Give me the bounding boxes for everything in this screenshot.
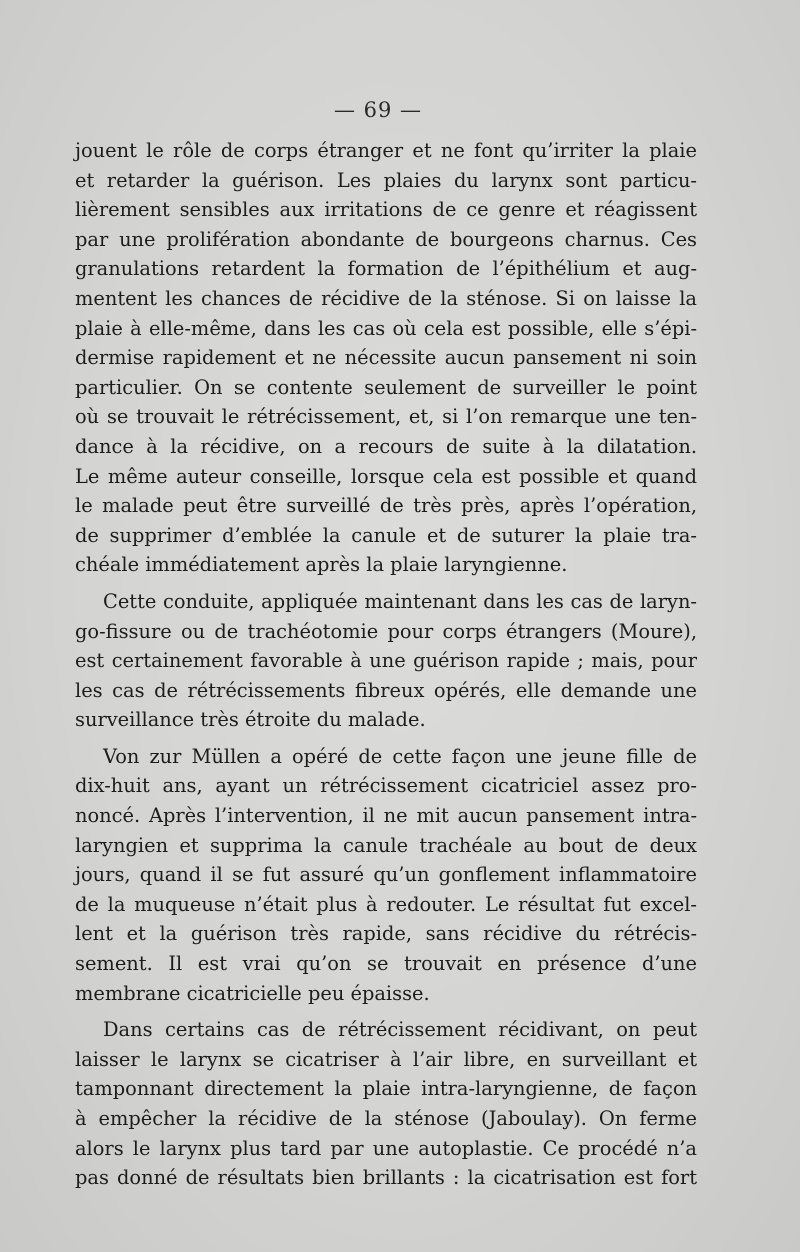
paragraph xyxy=(75,1015,697,1193)
text-line: est certainement favorable à une guérison rapide ; mais, pour xyxy=(75,649,697,673)
text-line: par une prolifération abondante de bourgeons charnus. Ces xyxy=(75,227,697,251)
text-line: dance à la récidive, on a recours de suite à la dilatation. xyxy=(75,434,697,458)
paragraph xyxy=(75,136,697,580)
text-line: particulier. On se contente seulement de surveiller le point xyxy=(75,375,697,399)
text-line: pas donné de résultats bien brillants : la cicatrisation est fort xyxy=(75,1166,697,1190)
text-line: sement. Il est vrai qu’on se trouvait en présence d’une xyxy=(75,952,697,976)
text-line: laisser le larynx se cicatriser à l’air libre, en surveillant et xyxy=(75,1047,697,1071)
paragraph-gap xyxy=(75,580,697,587)
text-line: de la muqueuse n’était plus à redouter. Le résultat fut excel- xyxy=(75,892,697,916)
text-line: Cette conduite, appliquée maintenant dans les cas de laryn- xyxy=(103,589,697,613)
text-line: noncé. Après l’intervention, il ne mit aucun pansement intra- xyxy=(75,804,697,828)
text-line: laryngien et supprima la canule trachéale au bout de deux xyxy=(75,833,697,857)
text-line: go-fissure ou de trachéotomie pour corps étrangers (Moure), xyxy=(75,619,697,643)
text-line: lièrement sensibles aux irritations de ce genre et réagissent xyxy=(75,198,697,222)
text-line: Le même auteur conseille, lorsque cela est possible et quand xyxy=(75,464,697,488)
paragraph xyxy=(75,742,697,1008)
text-line: où se trouvait le rétrécissement, et, si l’on remarque une ten- xyxy=(75,405,697,429)
text-line: Dans certains cas de rétrécissement récidivant, on peut xyxy=(103,1018,697,1042)
text-line: granulations retardent la formation de l’épithélium et aug- xyxy=(75,257,697,281)
text-line: lent et la guérison très rapide, sans récidive du rétrécis- xyxy=(75,922,697,946)
text-line: à empêcher la récidive de la sténose (Jaboulay). On ferme xyxy=(75,1107,697,1130)
text-line: alors le larynx plus tard par une autoplastie. Ce procédé n’a xyxy=(75,1136,697,1160)
text-line: jours, quand il se fut assuré qu’un gonflement inflammatoire xyxy=(75,863,697,887)
paragraph-gap xyxy=(75,1008,697,1015)
page-number: — 69 — xyxy=(333,98,423,122)
text-line: surveillance très étroite du malade. xyxy=(75,708,426,732)
text-line: jouent le rôle de corps étranger et ne font qu’irriter la plaie xyxy=(75,139,697,162)
text-line: et retarder la guérison. Les plaies du larynx sont particu- xyxy=(75,168,697,192)
text-line: dermise rapidement et ne nécessite aucun pansement ni soin xyxy=(75,346,697,370)
text-line: les cas de rétrécissements fibreux opérés, elle demande une xyxy=(75,678,697,702)
paragraph xyxy=(75,587,697,735)
text-line: le malade peut être surveillé de très près, après l’opération, xyxy=(75,494,697,518)
paragraph-gap xyxy=(75,735,697,742)
text-line: tamponnant directement la plaie intra-laryngienne, de façon xyxy=(75,1077,697,1101)
text-line: plaie à elle-même, dans les cas où cela est possible, elle s’épi- xyxy=(75,316,697,340)
text-line: Von zur Müllen a opéré de cette façon une jeune fille de xyxy=(103,744,697,768)
body-text xyxy=(75,136,697,1193)
text-line: membrane cicatricielle peu épaisse. xyxy=(75,981,430,1005)
text-line: mentent les chances de récidive de la sténose. Si on laisse la xyxy=(75,286,697,310)
text-line: de supprimer d’emblée la canule et de suturer la plaie tra- xyxy=(75,523,697,547)
text-line: dix-huit ans, ayant un rétrécissement cicatriciel assez pro- xyxy=(75,774,697,798)
text-line: chéale immédiatement après la plaie laryngienne. xyxy=(75,553,568,577)
